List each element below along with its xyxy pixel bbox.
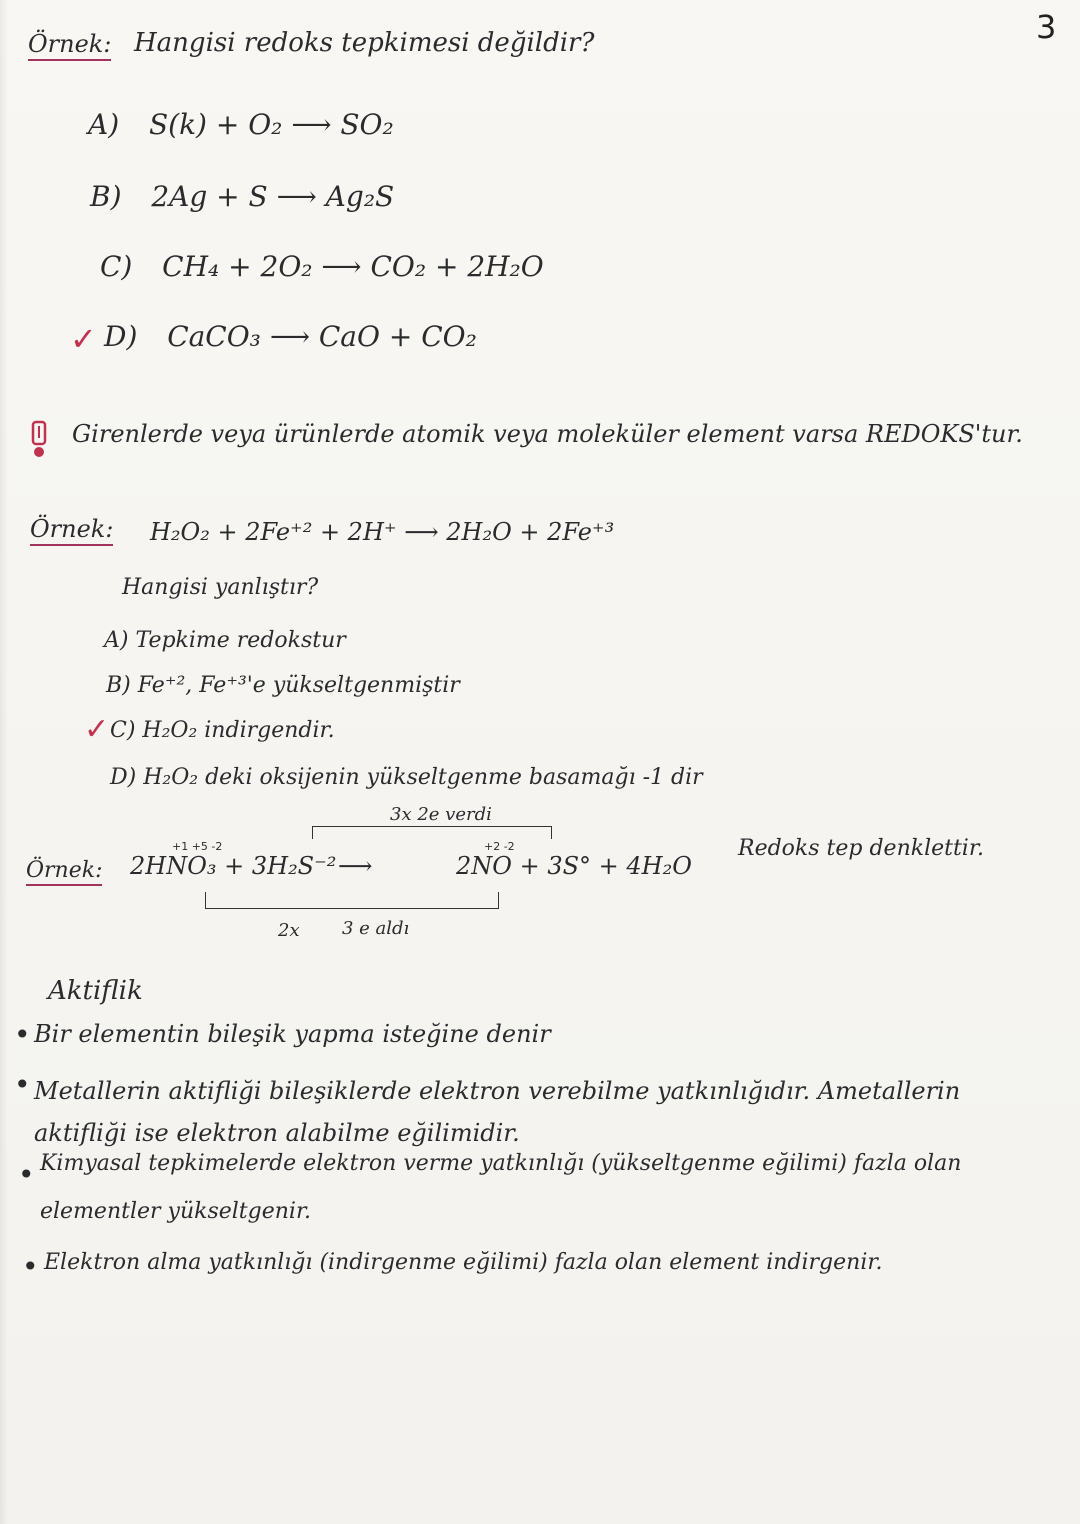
left-oxidation-numbers: +1 +5 -2 [172,840,223,853]
checkmark-icon: ✓ [70,320,97,358]
arrow-icon: ⟶ [291,108,341,141]
example-question: Hangisi yanlıştır? [122,575,319,600]
bullet-icon: • [22,1250,39,1283]
option-letter: B) [90,180,122,213]
arrow-icon: ⟶ [404,518,447,546]
arrow-icon: ⟶ [276,180,326,213]
reactants: CaCO₃ [167,320,261,353]
example-label: Örnek: [26,858,102,886]
option-d [104,320,477,353]
section-title: Aktiflik [48,976,143,1006]
option-letter: D) [104,320,138,353]
reactants: 2HNO₃ + 3H₂S⁻² [130,852,337,880]
products: Ag₂S [325,180,395,213]
warning-icon [28,420,50,460]
reactants: S(k) + O₂ [148,108,283,141]
example-question: Hangisi redoks tepkimesi değildir? [134,28,595,58]
option-text: H₂O₂ indirgendir. [142,718,335,743]
bullet-icon: • [18,1158,35,1191]
conclusion-text: Redoks tep denklettir. [738,836,984,861]
electron-taken-note: 3 e aldı [342,918,410,939]
bullet-text-1: Bir elementin bileşik yapma isteğine denir [34,1020,551,1048]
example-label: Örnek: [28,30,111,61]
bullet-text-4: Elektron alma yatkınlığı (indirgenme eğilimi) fazla olan element indirgenir. [44,1250,883,1275]
arrow-icon: ⟶ [321,250,371,283]
option-letter: D) [110,765,137,790]
electron-given-note: 3x 2e verdi [390,804,492,825]
option-letter: B) [106,673,131,698]
example-label: Örnek: [30,515,113,546]
products: 2H₂O + 2Fe⁺³ [446,518,615,546]
option-b [106,673,460,698]
option-a [104,628,346,653]
products: CO₂ + 2H₂O [370,250,544,283]
page-number: 3 [1036,8,1057,46]
option-letter: A) [104,628,129,653]
reactants: H₂O₂ + 2Fe⁺² + 2H⁺ [150,518,397,546]
products: 2NO + 3S° + 4H₂O [456,852,692,880]
right-oxidation-numbers: +2 -2 [484,840,515,853]
bullet-icon: • [14,1018,31,1051]
option-b [90,180,394,213]
bullet-icon: • [14,1068,31,1101]
reactants: CH₄ + 2O₂ [162,250,313,283]
reactants: 2Ag + S [151,180,268,213]
option-d [110,765,703,790]
arrow-icon: ⟶ [269,320,319,353]
option-text: Fe⁺², Fe⁺³'e yükseltgenmiştir [137,673,460,698]
option-letter: A) [88,108,120,141]
option-text: H₂O₂ deki oksijenin yükseltgenme basamağı -1 dir [143,765,703,790]
bottom-bracket [205,892,499,909]
multiplier-note: 2x [278,920,300,941]
reaction-equation [150,518,614,546]
bullet-text-2: Metallerin aktifliği bileşiklerde elektron verebilme yatkınlığıdır. Ametallerin aktifliği ise elektron alabilme eğilimidir. [34,1077,961,1147]
products: CaO + CO₂ [318,320,477,353]
bullet-text-3: Kimyasal tepkimelerde elektron verme yatkınlığı (yükseltgenme eğilimi) fazla olan elementler yükseltgenir. [40,1151,962,1224]
option-text: Tepkime redokstur [135,628,346,653]
products: SO₂ [340,108,394,141]
option-letter: C) [110,718,136,743]
top-bracket [312,826,552,839]
option-letter: C) [100,250,133,283]
checkmark-icon: ✓ [84,712,110,747]
option-c [100,250,544,283]
option-c [110,718,335,743]
arrow-icon: ⟶ [338,852,373,880]
option-a [88,108,394,141]
rule-text: Girenlerde veya ürünlerde atomik veya moleküler element varsa REDOKS'tur. [72,420,1023,448]
